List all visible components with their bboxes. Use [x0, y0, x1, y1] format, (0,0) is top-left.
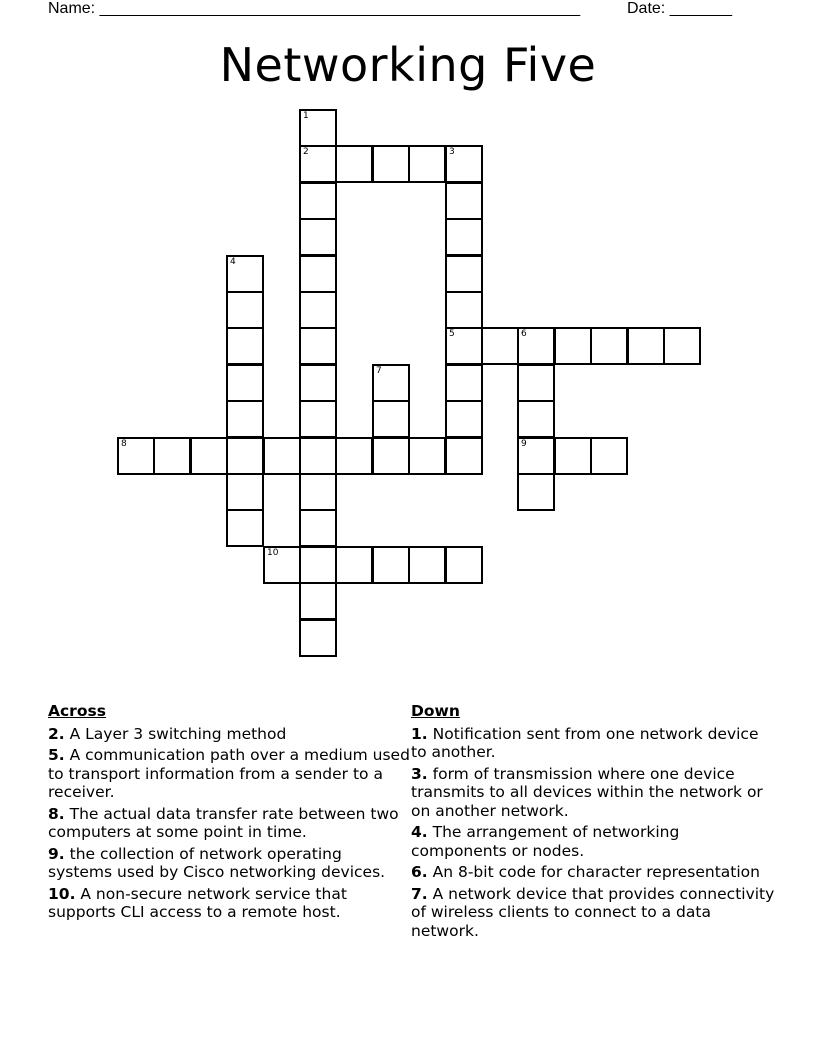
grid-cell[interactable] — [299, 182, 337, 220]
across-clue — [48, 885, 410, 922]
grid-cell[interactable] — [627, 327, 665, 365]
grid-cell[interactable] — [299, 546, 337, 584]
down-clue — [411, 885, 776, 941]
grid-cell[interactable] — [408, 437, 446, 475]
grid-cell[interactable] — [299, 473, 337, 511]
cell-number: 7 — [376, 366, 382, 376]
grid-cell[interactable] — [372, 437, 410, 475]
down-clue — [411, 863, 776, 882]
grid-cell[interactable] — [590, 327, 628, 365]
grid-cell[interactable] — [445, 327, 483, 365]
grid-cell[interactable] — [299, 400, 337, 438]
across-clues — [48, 702, 410, 925]
grid-cell[interactable] — [445, 546, 483, 584]
cell-number: 9 — [521, 439, 527, 449]
clue-number: 2. — [48, 724, 65, 743]
grid-cell[interactable] — [299, 145, 337, 183]
grid-cell[interactable] — [226, 255, 264, 293]
clue-text: An 8-bit code for character representation — [432, 863, 760, 881]
grid-cell[interactable] — [517, 437, 555, 475]
grid-cell[interactable] — [299, 509, 337, 547]
grid-cell[interactable] — [299, 218, 337, 256]
grid-cell[interactable] — [554, 437, 592, 475]
across-clue — [48, 845, 410, 882]
grid-cell[interactable] — [445, 145, 483, 183]
grid-cell[interactable] — [299, 327, 337, 365]
puzzle-title: Networking Five — [219, 38, 597, 92]
grid-cell[interactable] — [263, 437, 301, 475]
grid-cell[interactable] — [226, 327, 264, 365]
down-clue — [411, 765, 776, 821]
grid-cell[interactable] — [372, 400, 410, 438]
clue-text: A Layer 3 switching method — [69, 724, 287, 743]
clue-number: 8. — [48, 804, 65, 823]
grid-cell[interactable] — [299, 437, 337, 475]
clue-number: 10. — [48, 884, 76, 903]
grid-cell[interactable] — [299, 255, 337, 293]
grid-cell[interactable] — [226, 509, 264, 547]
grid-cell[interactable] — [590, 437, 628, 475]
date-field-label: Date: _______ — [627, 0, 732, 17]
across-clue — [48, 725, 410, 744]
grid-cell[interactable] — [445, 255, 483, 293]
grid-cell[interactable] — [153, 437, 191, 475]
grid-cell[interactable] — [226, 291, 264, 329]
down-clue — [411, 823, 776, 860]
grid-cell[interactable] — [335, 546, 373, 584]
grid-cell[interactable] — [445, 364, 483, 402]
grid-cell[interactable] — [226, 400, 264, 438]
grid-cell[interactable] — [263, 546, 301, 584]
grid-cell[interactable] — [190, 437, 228, 475]
cell-number: 6 — [521, 329, 527, 339]
across-clue — [48, 805, 410, 842]
grid-cell[interactable] — [372, 546, 410, 584]
clue-number: 1. — [411, 724, 428, 743]
grid-cell[interactable] — [299, 291, 337, 329]
cell-number: 3 — [449, 147, 455, 157]
grid-cell[interactable] — [445, 218, 483, 256]
down-clues — [411, 702, 776, 943]
grid-cell[interactable] — [445, 291, 483, 329]
cell-number: 2 — [303, 147, 309, 157]
clue-number: 5. — [48, 746, 65, 764]
grid-cell[interactable] — [299, 582, 337, 620]
grid-cell[interactable] — [299, 619, 337, 657]
cell-number: 4 — [230, 257, 236, 267]
down-heading: Down — [411, 702, 460, 720]
grid-cell[interactable] — [117, 437, 155, 475]
cell-number: 10 — [267, 548, 279, 558]
grid-cell[interactable] — [226, 473, 264, 511]
clue-number: 4. — [411, 823, 428, 841]
clue-number: 6. — [411, 863, 428, 881]
grid-cell[interactable] — [408, 546, 446, 584]
clue-text: The arrangement of networking components or nodes. — [411, 823, 680, 860]
grid-cell[interactable] — [372, 364, 410, 402]
clue-number: 3. — [411, 764, 428, 783]
grid-cell[interactable] — [372, 145, 410, 183]
grid-cell[interactable] — [517, 327, 555, 365]
clue-number: 9. — [48, 844, 65, 863]
grid-cell[interactable] — [299, 109, 337, 147]
grid-cell[interactable] — [445, 437, 483, 475]
cell-number: 8 — [121, 439, 127, 449]
grid-cell[interactable] — [335, 145, 373, 183]
grid-cell[interactable] — [554, 327, 592, 365]
clue-text: A communication path over a medium used to transport information from a sender to a receiver. — [48, 746, 410, 801]
clue-text: A non-secure network service that supports CLI access to a remote host. — [48, 884, 347, 921]
grid-cell[interactable] — [517, 400, 555, 438]
grid-cell[interactable] — [299, 364, 337, 402]
clue-text: form of transmission where one device transmits to all devices within the network or on another network. — [411, 764, 763, 820]
grid-cell[interactable] — [517, 473, 555, 511]
clue-text: Notification sent from one network device to another. — [411, 724, 759, 761]
clue-text: The actual data transfer rate between two computers at some point in time. — [48, 804, 399, 841]
grid-cell[interactable] — [663, 327, 701, 365]
grid-cell[interactable] — [517, 364, 555, 402]
down-clue — [411, 725, 776, 762]
clue-number: 7. — [411, 884, 428, 903]
grid-cell[interactable] — [335, 437, 373, 475]
grid-cell[interactable] — [445, 182, 483, 220]
grid-cell[interactable] — [408, 145, 446, 183]
grid-cell[interactable] — [481, 327, 519, 365]
cell-number: 5 — [449, 329, 455, 339]
grid-cell[interactable] — [226, 364, 264, 402]
across-clue — [48, 746, 410, 802]
clue-text: the collection of network operating systems used by Cisco networking devices. — [48, 844, 386, 881]
name-field-label: Name: ______________________________________________________ — [48, 0, 581, 17]
grid-cell[interactable] — [226, 437, 264, 475]
cell-number: 1 — [303, 111, 309, 121]
across-heading: Across — [48, 702, 106, 720]
clue-text: A network device that provides connectivity of wireless clients to connect to a data network. — [411, 884, 775, 940]
grid-cell[interactable] — [445, 400, 483, 438]
